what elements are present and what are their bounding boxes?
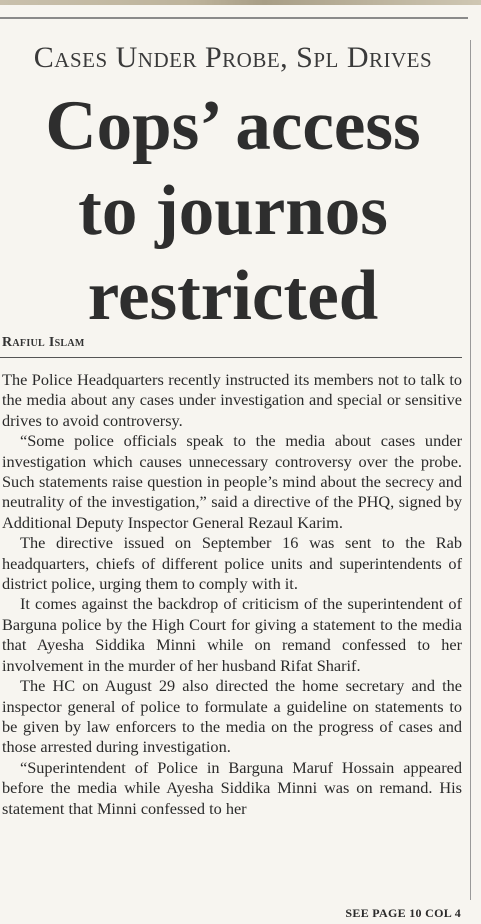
- headline-line-2: to journos: [78, 172, 388, 250]
- headline-line-1: Cops’ access: [45, 87, 421, 165]
- paragraph: The HC on August 29 also directed the home secretary and the inspector general of police to formulate a guideline on statements to be given by law enforcers to the media on the progress of cases and those arrested during investigation.: [2, 676, 462, 757]
- top-rule: [0, 17, 468, 19]
- paragraph: The directive issued on September 16 was sent to the Rab headquarters, chiefs of different police units and superintendents of district police, urging them to comply with it.: [2, 533, 462, 594]
- continued-jump-line: SEE PAGE 10 COL 4: [345, 906, 461, 920]
- top-page-strip: [0, 0, 481, 5]
- paragraph: “Superintendent of Police in Barguna Maruf Hossain appeared before the media while Ayesha Siddika Minni was on remand. His statement that Minni confessed to her: [2, 757, 462, 818]
- article-body: [2, 370, 462, 819]
- byline: Rafiul Islam: [2, 335, 85, 350]
- paragraph: “Some police officials speak to the media about cases under investigation which causes unnecessary controversy over the probe. Such statements raise question in people’s mind about the secrecy and neutrality of the investigation,” said a directive of the PHQ, signed by Additional Deputy Inspector General Rezaul Karim.: [2, 431, 462, 532]
- headline-line-3: restricted: [87, 257, 379, 335]
- column-rule: [470, 40, 471, 900]
- headline: [0, 84, 466, 339]
- byline-rule: [0, 357, 462, 358]
- paragraph: The Police Headquarters recently instructed its members not to talk to the media about any cases under investigation and special or sensitive drives to avoid controversy.: [2, 370, 462, 430]
- paragraph: It comes against the backdrop of criticism of the superintendent of Barguna police by the High Court for giving a statement to the media that Ayesha Siddika Minni while on remand confessed to her involvement in the murder of her husband Rifat Sharif.: [2, 594, 462, 675]
- kicker: Cases Under Probe, Spl Drives: [33, 41, 433, 74]
